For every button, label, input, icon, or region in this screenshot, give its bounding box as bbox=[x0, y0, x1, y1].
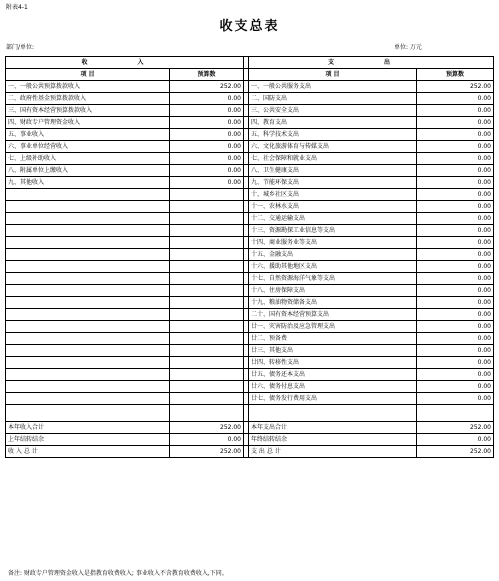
year-end-balance-value: 0.00 bbox=[417, 434, 494, 446]
empty-cell bbox=[6, 213, 170, 225]
income-item-value: 0.00 bbox=[170, 165, 244, 177]
income-item-value: 0.00 bbox=[170, 141, 244, 153]
empty-cell bbox=[6, 345, 170, 357]
table-row bbox=[6, 357, 494, 369]
expense-item-header: 项 目 bbox=[249, 69, 417, 81]
expense-item-value: 0.00 bbox=[417, 177, 494, 189]
empty-cell bbox=[170, 333, 244, 345]
expense-year-total-value: 252.00 bbox=[417, 422, 494, 434]
expense-item-value: 0.00 bbox=[417, 237, 494, 249]
footnote: 备注: 财政专户管理资金收入是指教育收费收入; 事业收入不含教育收费收入,下同。 bbox=[8, 570, 228, 577]
expense-item-label: 十四、商业服务业等支出 bbox=[249, 237, 417, 249]
year-end-balance-label: 年终结转结余 bbox=[249, 434, 417, 446]
table-row bbox=[6, 381, 494, 393]
table-row bbox=[6, 249, 494, 261]
empty-cell bbox=[170, 201, 244, 213]
empty-cell bbox=[6, 261, 170, 273]
expense-item-label: 十七、自然资源海洋气象等支出 bbox=[249, 273, 417, 285]
page-title: 收支总表 bbox=[219, 19, 280, 34]
empty-cell bbox=[249, 405, 417, 422]
expense-item-value: 0.00 bbox=[417, 333, 494, 345]
expense-item-value: 0.00 bbox=[417, 357, 494, 369]
empty-cell bbox=[170, 273, 244, 285]
expense-item-value: 0.00 bbox=[417, 93, 494, 105]
expense-item-value: 0.00 bbox=[417, 369, 494, 381]
income-item-value: 0.00 bbox=[170, 177, 244, 189]
table-row bbox=[6, 189, 494, 201]
expense-item-label: 十二、交通运输支出 bbox=[249, 213, 417, 225]
income-item-value: 0.00 bbox=[170, 117, 244, 129]
empty-cell bbox=[170, 345, 244, 357]
empty-cell bbox=[170, 297, 244, 309]
expense-item-value: 0.00 bbox=[417, 345, 494, 357]
empty-cell bbox=[6, 357, 170, 369]
empty-cell bbox=[6, 189, 170, 201]
income-item-label: 八、附属单位上缴收入 bbox=[6, 165, 170, 177]
expense-item-value: 0.00 bbox=[417, 321, 494, 333]
table-row bbox=[6, 273, 494, 285]
table-row bbox=[6, 129, 494, 141]
income-item-value: 0.00 bbox=[170, 93, 244, 105]
empty-cell bbox=[170, 321, 244, 333]
budget-summary-table bbox=[5, 56, 494, 458]
empty-cell bbox=[170, 405, 244, 422]
table-row bbox=[6, 297, 494, 309]
expense-item-label: 二十、国有资本经营预算支出 bbox=[249, 309, 417, 321]
expense-item-value: 0.00 bbox=[417, 285, 494, 297]
expense-item-label: 廿一、灾害防治及应急管理支出 bbox=[249, 321, 417, 333]
empty-cell bbox=[6, 249, 170, 261]
empty-cell bbox=[6, 225, 170, 237]
total-row bbox=[6, 446, 494, 458]
income-item-value: 0.00 bbox=[170, 105, 244, 117]
income-item-label: 七、上级补助收入 bbox=[6, 153, 170, 165]
income-item-label: 四、财政专户管理资金收入 bbox=[6, 117, 170, 129]
expense-item-value: 0.00 bbox=[417, 225, 494, 237]
expense-item-label: 十六、援助其他地区支出 bbox=[249, 261, 417, 273]
income-item-label: 六、事业单位经营收入 bbox=[6, 141, 170, 153]
table-row bbox=[6, 345, 494, 357]
empty-cell bbox=[170, 189, 244, 201]
expense-item-value: 0.00 bbox=[417, 297, 494, 309]
table-row bbox=[6, 321, 494, 333]
expense-item-label: 九、节能环保支出 bbox=[249, 177, 417, 189]
empty-cell bbox=[170, 393, 244, 405]
expense-item-value: 0.00 bbox=[417, 189, 494, 201]
expense-item-value: 0.00 bbox=[417, 105, 494, 117]
spacer-row bbox=[6, 405, 494, 422]
income-item-label: 一、一般公共预算拨款收入 bbox=[6, 81, 170, 93]
empty-cell bbox=[6, 237, 170, 249]
expense-item-label: 廿四、转移性支出 bbox=[249, 357, 417, 369]
table-row bbox=[6, 261, 494, 273]
empty-cell bbox=[170, 285, 244, 297]
empty-cell bbox=[170, 225, 244, 237]
expense-item-label: 一、一般公共服务支出 bbox=[249, 81, 417, 93]
expense-item-label: 十九、粮油物资储备支出 bbox=[249, 297, 417, 309]
sheet-id: 附表4-1 bbox=[6, 4, 28, 11]
empty-cell bbox=[170, 261, 244, 273]
expense-item-value: 0.00 bbox=[417, 129, 494, 141]
department-label: 部门/单位: bbox=[6, 44, 35, 51]
empty-cell bbox=[6, 333, 170, 345]
expense-item-label: 六、文化旅游体育与传媒支出 bbox=[249, 141, 417, 153]
expense-item-label: 二、国防支出 bbox=[249, 93, 417, 105]
empty-cell bbox=[6, 297, 170, 309]
expense-item-value: 0.00 bbox=[417, 153, 494, 165]
table-row bbox=[6, 117, 494, 129]
empty-cell bbox=[170, 357, 244, 369]
table-row bbox=[6, 213, 494, 225]
empty-cell bbox=[6, 201, 170, 213]
total-row bbox=[6, 422, 494, 434]
empty-cell bbox=[170, 369, 244, 381]
expense-item-value: 0.00 bbox=[417, 249, 494, 261]
expense-item-value: 0.00 bbox=[417, 117, 494, 129]
empty-cell bbox=[170, 309, 244, 321]
expense-item-label: 十五、金融支出 bbox=[249, 249, 417, 261]
expense-section-header: 支 出 bbox=[249, 57, 494, 69]
expense-item-value: 0.00 bbox=[417, 213, 494, 225]
expense-budget-header: 预算数 bbox=[417, 69, 494, 81]
table-row bbox=[6, 225, 494, 237]
expense-item-label: 廿六、债务付息支出 bbox=[249, 381, 417, 393]
empty-cell bbox=[6, 285, 170, 297]
expense-item-label: 廿七、债务发行费用支出 bbox=[249, 393, 417, 405]
table-row bbox=[6, 177, 494, 189]
income-year-total-label: 本年收入合计 bbox=[6, 422, 170, 434]
expense-item-label: 廿三、其他支出 bbox=[249, 345, 417, 357]
table-row bbox=[6, 201, 494, 213]
income-item-value: 252.00 bbox=[170, 81, 244, 93]
expense-item-label: 五、科学技术支出 bbox=[249, 129, 417, 141]
expense-item-value: 0.00 bbox=[417, 309, 494, 321]
expense-item-value: 0.00 bbox=[417, 165, 494, 177]
expense-total-value: 252.00 bbox=[417, 446, 494, 458]
expense-item-label: 十三、资源勘探工业信息等支出 bbox=[249, 225, 417, 237]
table-row bbox=[6, 141, 494, 153]
expense-item-label: 三、公共安全支出 bbox=[249, 105, 417, 117]
empty-cell bbox=[6, 321, 170, 333]
table-row bbox=[6, 153, 494, 165]
income-budget-header: 预算数 bbox=[170, 69, 244, 81]
table-row bbox=[6, 285, 494, 297]
table-row bbox=[6, 81, 494, 93]
expense-item-label: 十一、农林水支出 bbox=[249, 201, 417, 213]
income-total-value: 252.00 bbox=[170, 446, 244, 458]
empty-cell bbox=[6, 309, 170, 321]
table-row bbox=[6, 237, 494, 249]
table-row bbox=[6, 309, 494, 321]
empty-cell bbox=[6, 381, 170, 393]
income-item-label: 二、政府性基金预算拨款收入 bbox=[6, 93, 170, 105]
expense-item-label: 廿五、债务还本支出 bbox=[249, 369, 417, 381]
income-item-header: 项 目 bbox=[6, 69, 170, 81]
expense-item-value: 252.00 bbox=[417, 81, 494, 93]
expense-item-label: 十、城乡社区支出 bbox=[249, 189, 417, 201]
expense-item-value: 0.00 bbox=[417, 201, 494, 213]
expense-year-total-label: 本年支出合计 bbox=[249, 422, 417, 434]
empty-cell bbox=[6, 405, 170, 422]
expense-item-label: 廿二、预备费 bbox=[249, 333, 417, 345]
income-item-label: 五、事业收入 bbox=[6, 129, 170, 141]
table-row bbox=[6, 393, 494, 405]
table-row bbox=[6, 105, 494, 117]
empty-cell bbox=[6, 393, 170, 405]
income-item-label: 九、其他收入 bbox=[6, 177, 170, 189]
empty-cell bbox=[170, 249, 244, 261]
income-item-value: 0.00 bbox=[170, 129, 244, 141]
table-row bbox=[6, 333, 494, 345]
income-year-total-value: 252.00 bbox=[170, 422, 244, 434]
unit-label: 单位: 万元 bbox=[394, 44, 422, 51]
income-item-label: 三、国有资本经营预算拨款收入 bbox=[6, 105, 170, 117]
expense-item-label: 四、教育支出 bbox=[249, 117, 417, 129]
expense-item-value: 0.00 bbox=[417, 261, 494, 273]
table-row bbox=[6, 369, 494, 381]
expense-total-label: 支 出 总 计 bbox=[249, 446, 417, 458]
empty-cell bbox=[6, 369, 170, 381]
total-row bbox=[6, 434, 494, 446]
expense-item-label: 八、卫生健康支出 bbox=[249, 165, 417, 177]
empty-cell bbox=[417, 405, 494, 422]
expense-item-value: 0.00 bbox=[417, 381, 494, 393]
prior-balance-value: 0.00 bbox=[170, 434, 244, 446]
table-row bbox=[6, 93, 494, 105]
income-item-value: 0.00 bbox=[170, 153, 244, 165]
empty-cell bbox=[170, 237, 244, 249]
expense-item-label: 十八、住房保障支出 bbox=[249, 285, 417, 297]
empty-cell bbox=[6, 273, 170, 285]
income-total-label: 收 入 总 计 bbox=[6, 446, 170, 458]
table-row bbox=[6, 165, 494, 177]
empty-cell bbox=[170, 381, 244, 393]
empty-cell bbox=[170, 213, 244, 225]
expense-item-value: 0.00 bbox=[417, 393, 494, 405]
income-section-header: 收 入 bbox=[6, 57, 244, 69]
expense-item-value: 0.00 bbox=[417, 141, 494, 153]
prior-balance-label: 上年结转结余 bbox=[6, 434, 170, 446]
expense-item-label: 七、社会保障和就业支出 bbox=[249, 153, 417, 165]
expense-item-value: 0.00 bbox=[417, 273, 494, 285]
